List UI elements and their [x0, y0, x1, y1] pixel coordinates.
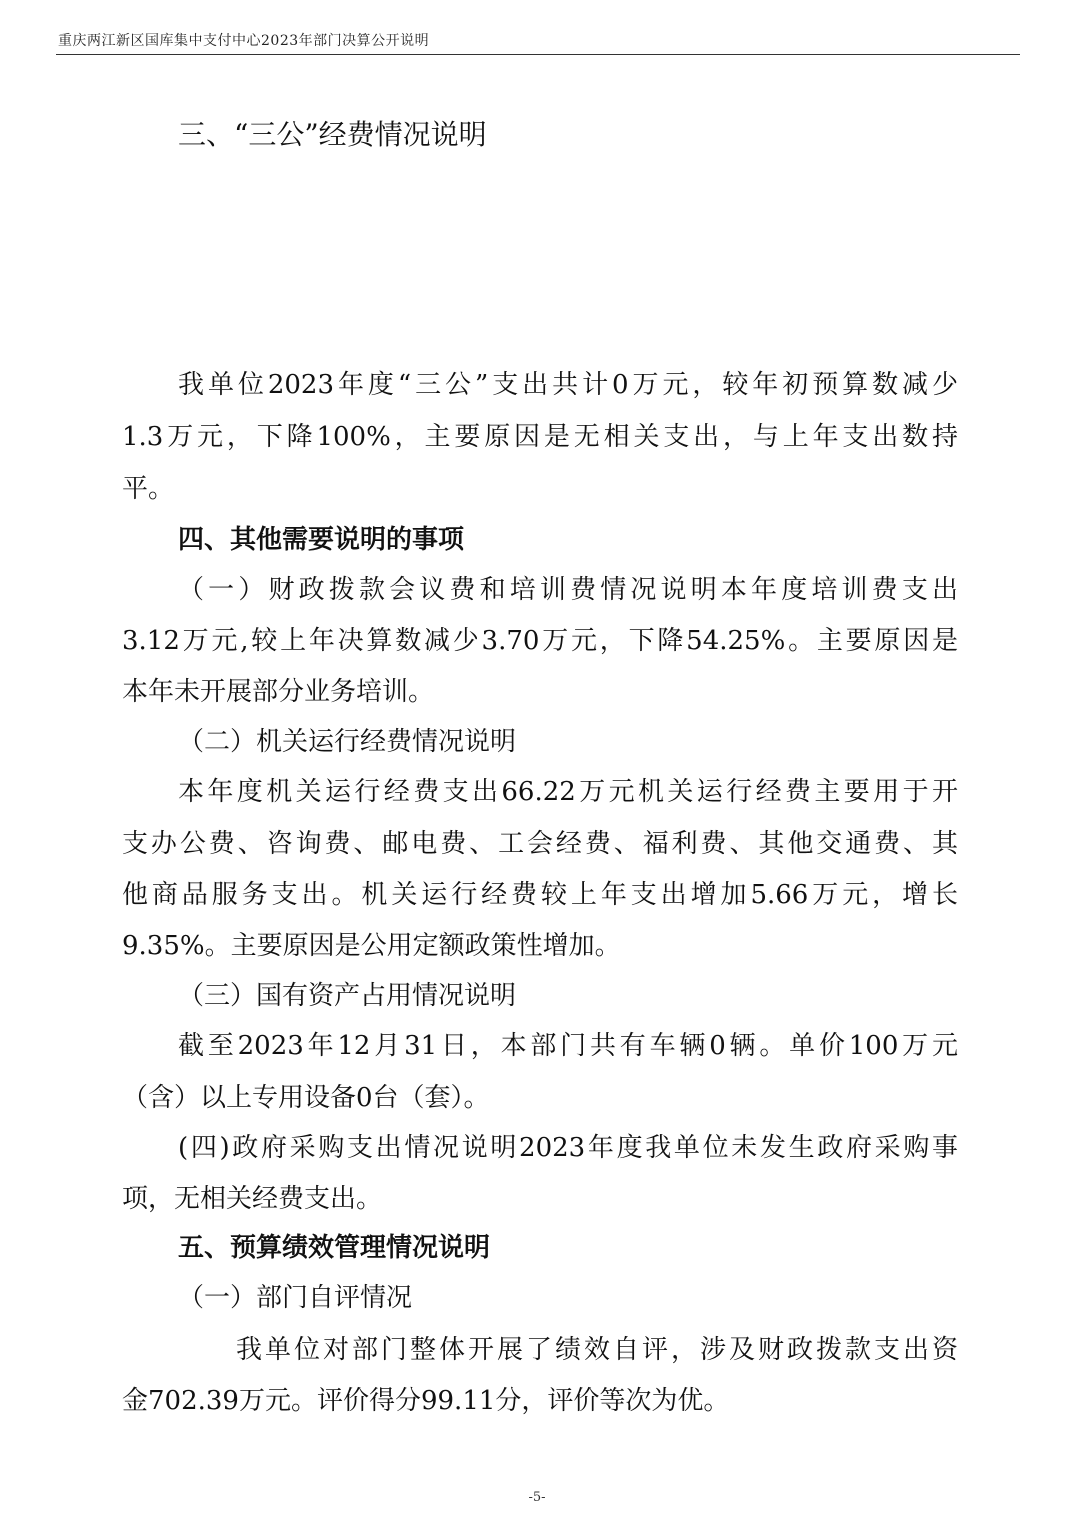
section-5-sub1-heading: （一）部门自评情况: [178, 1283, 413, 1313]
section-5-sub1-line-1: 我单位对部门整体开展了绩效自评，涉及财政拨款支出资: [236, 1335, 958, 1365]
section-4-sub2-line-2: 支办公费、咨询费、邮电费、工会经费、福利费、其他交通费、其: [122, 829, 958, 859]
section-4-sub2-line-1: 本年度机关运行经费支出66.22万元机关运行经费主要用于开: [178, 777, 958, 807]
section-4-sub3-heading: （三）国有资产占用情况说明: [178, 981, 517, 1011]
section-4-sub2-heading: （二）机关运行经费情况说明: [178, 727, 517, 757]
section-5-heading: 五、预算绩效管理情况说明: [178, 1233, 491, 1263]
section-4-sub4-line-1: (四)政府采购支出情况说明2023年度我单位未发生政府采购事: [178, 1133, 958, 1163]
page-number: -5-: [528, 1490, 546, 1505]
section-4-sub1-line-1: （一）财政拨款会议费和培训费情况说明本年度培训费支出: [178, 575, 958, 605]
section-3-paragraph-line-3: 平。: [122, 474, 175, 504]
section-4-sub2-line-4: 9.35%。主要原因是公用定额政策性增加。: [122, 931, 621, 961]
section-3-paragraph-line-1: 我单位2023年度“三公”支出共计0万元，较年初预算数减少: [178, 370, 958, 400]
section-4-sub1-line-2: 3.12万元,较上年决算数减少3.70万元，下降54.25%。主要原因是: [122, 626, 958, 656]
section-4-sub2-line-3: 他商品服务支出。机关运行经费较上年支出增加5.66万元，增长: [122, 880, 958, 910]
section-4-heading: 四、其他需要说明的事项: [178, 525, 465, 555]
header-divider: [56, 54, 1020, 55]
section-4-sub3-line-2: （含）以上专用设备0台（套）。: [122, 1083, 490, 1113]
running-header: 重庆两江新区国库集中支付中心2023年部门决算公开说明: [58, 33, 430, 49]
section-3-paragraph-line-2: 1.3万元，下降100%，主要原因是无相关支出，与上年支出数持: [122, 422, 958, 452]
section-4-sub4-line-2: 项，无相关经费支出。: [122, 1184, 383, 1214]
section-4-sub3-line-1: 截至2023年12月31日，本部门共有车辆0辆。单价100万元: [178, 1031, 958, 1061]
section-4-sub1-line-3: 本年未开展部分业务培训。: [122, 677, 435, 707]
section-5-sub1-line-2: 金702.39万元。评价得分99.11分，评价等次为优。: [122, 1386, 730, 1416]
section-3-heading: 三、“三公”经费情况说明: [178, 118, 487, 151]
